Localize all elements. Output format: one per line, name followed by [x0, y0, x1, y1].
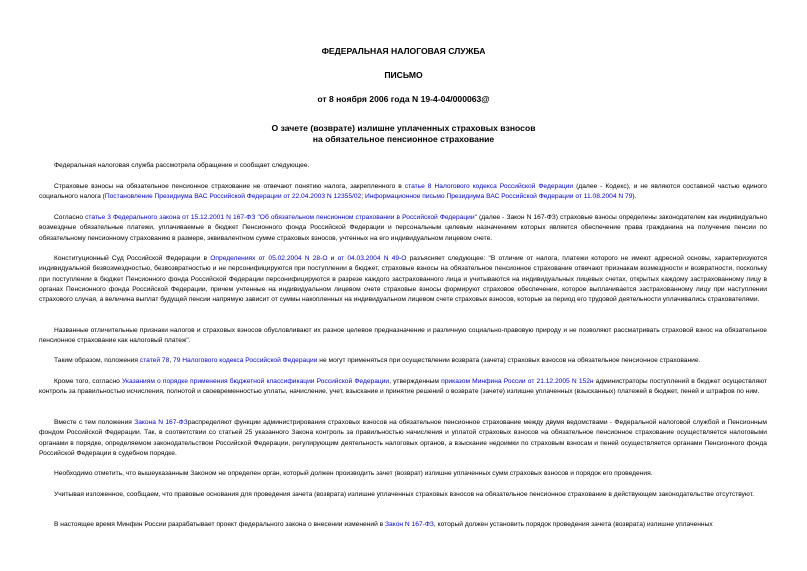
paragraph-text: , утвержденным	[389, 378, 442, 385]
budget-classification-instructions-link[interactable]: Указаниям о порядке применения бюджетной классификации Российской Федерации	[122, 378, 390, 385]
paragraph-text: (далее - Кодекс), и не являются составной частью единого социального налога (	[39, 183, 767, 201]
paragraph-text: и	[327, 255, 338, 262]
law-167fz-amendment-link[interactable]: Закон N 167-ФЗ	[385, 521, 434, 528]
paragraph-text: Страховые взносы на обязательное пенсионное страхование не отвечают понятию налога, закрепленного в	[54, 183, 405, 190]
ruling-49o-link[interactable]: от 04.03.2004 N 49-О	[337, 255, 407, 262]
document-title-line1: О зачете (возврате) излишне уплаченных страховых взносов	[271, 123, 536, 133]
paragraph-8	[39, 418, 767, 459]
paragraph-text: распределяют функции администрирования страховых взносов на обязательное пенсионное страхование между двумя ведомствами - Федеральной налоговой службой и Пенсионным фондом Российской Федерации. Так, в соответствии со статьей 25 указанного Закона контроль за правильностью начисления и уплатой страховых взносов на обязательное пенсионное страхование осуществляется налоговыми органами в порядке, определяемом законодательством Российской Федерации, регулирующим деятельность налоговых органов, а взыскание недоимки по страховым взносам и пеней осуществляется органами Пенсионного фонда Российской Федерации в судебном порядке.	[39, 419, 767, 457]
vas-info-letter-link[interactable]: Информационное письмо Президиума ВАС Российской Федерации от 11.08.2004 N 79	[364, 193, 633, 201]
paragraph-text: В настоящее время Минфин России разрабатывает проект федерального закона о внесении изменений в	[54, 521, 386, 528]
paragraph-5	[39, 326, 767, 347]
paragraph-text: Таким образом, положения	[54, 357, 140, 364]
tax-code-article-78-link[interactable]: статей 78	[139, 357, 170, 364]
paragraph-text: Необходимо отметить, что вышеуказанным Законом не определен орган, который должен производить зачет (возврат) излишне уплаченных сумм страховых взносов и порядок его проведения.	[54, 470, 653, 477]
paragraph-text: Названные отличительные признаки налогов и страховых взносов обусловливают их разное целевое предназначение и различную социально-правовую природу и не позволяют рассматривать страховой взнос на обязательное пенсионное страхование как налоговый платеж".	[39, 327, 767, 345]
paragraph-text: ).	[632, 193, 637, 201]
agency-name: ФЕДЕРАЛЬНАЯ НАЛОГОВАЯ СЛУЖБА	[321, 46, 486, 56]
paragraph-text: разъясняет следующее: "В отличие от налога, платежи которого не имеют адресной основы, характеризуются индивидуальной безвозмездностью, безвозвратностью и не персонифицируются при поступлении в бюджет, страховые взносы на обязательное пенсионное страхование отвечают признакам возмездности и возвратности, поскольку при поступлении в бюджет Пенсионного фонда Российской Федерации персонифицируются в разрезе каждого застрахованного лица и учитываются на индивидуальных лицевых счетах, открытых каждому застрахованному лицу в органах Пенсионного фонда Российской Федерации, причем учтенные на индивидуальном лицевом счете страховые взносы формируют страховое обеспечение, которое выплачивается застрахованному лицу при наступлении страхового случая, а величина выплат будущей пенсии напрямую зависит от суммы накопленных на индивидуальном лицевом счете страховых взносов, которые за период его трудовой деятельности уплачивались страхователями.	[39, 255, 768, 304]
paragraph-text: не могут применяться при осуществлении возврата (зачета) страховых взносов на обязательное пенсионное страхование.	[317, 357, 701, 364]
paragraph-text: ;	[361, 193, 365, 201]
ruling-28o-link[interactable]: Определениях от 05.02.2004 N 28-О	[210, 255, 328, 262]
paragraph-text: Согласно	[54, 214, 86, 221]
paragraph-10	[39, 490, 767, 500]
paragraph-2	[39, 182, 767, 203]
document-date-number: от 8 ноября 2006 года N 19-4-04/000063@	[317, 94, 490, 104]
tax-code-article-79-link[interactable]: 79 Налогового кодекса Российской Федерации	[173, 357, 318, 364]
paragraph-9	[39, 469, 767, 479]
law-167fz-link[interactable]: Закона N 167-ФЗ	[134, 419, 188, 426]
paragraph-text: Учитывая изложенное, сообщаем, что правовые основания для проведения зачета (возврата) излишне уплаченных страховых взносов на обязательное пенсионное страхование в действующем законодательстве отсутствуют.	[54, 491, 754, 498]
document-title-line2: на обязательное пенсионное страхование	[312, 134, 495, 144]
paragraph-text: , который должен установить порядок проведения зачета (возврата) излишне уплаченных	[433, 521, 713, 528]
paragraph-text: администраторы поступлений в бюджет осуществляют контроль за правильностью исчисления, полнотой и своевременностью уплаты, начисление, учет, взыскание и принятие решений о возврате (зачете) излишне уплаченных (взысканных) платежей в бюджет, пеней и штрафов по ним.	[39, 378, 768, 396]
paragraph-text: Конституционный Суд Российской Федерации в	[54, 255, 211, 262]
paragraph-text: Федеральная налоговая служба рассмотрела обращение и сообщает следующее.	[54, 162, 310, 169]
paragraph-3	[39, 213, 767, 244]
paragraph-text: (далее - Закон N 167-ФЗ) страховые взносы определены законодателем как индивидуально возмездные обязательные платежи, уплачиваемые в бюджет Пенсионного фонда Российской Федерации и персональным целевым назначением которых является обеспечение права гражданина на получение пенсии по обязательному пенсионному страхованию в размере, эквивалентном сумме страховых взносов, учтенных на его индивидуальном лицевом счете.	[39, 214, 768, 242]
paragraph-text: Кроме того, согласно	[54, 378, 123, 385]
paragraph-1	[39, 161, 767, 171]
paragraph-7	[39, 377, 767, 398]
minfin-order-152n-link[interactable]: приказом Минфина России от 21.12.2005 N 152н	[441, 378, 594, 385]
paragraph-text: ,	[169, 357, 174, 364]
tax-code-article-8-link[interactable]: статье 8 Налогового кодекса Российской Федерации	[404, 183, 574, 190]
paragraph-4	[39, 254, 767, 305]
law-167fz-article-3-link[interactable]: статье 3 Федерального закона от 15.12.2001 N 167-ФЗ "Об обязательном пенсионном страховании в Российской Федерации"	[85, 214, 477, 221]
paragraph-text: Вместе с тем положения	[54, 419, 135, 426]
vas-resolution-link[interactable]: Постановление Президиума ВАС Российской Федерации от 22.04.2003 N 12355/02	[104, 193, 362, 201]
paragraph-11	[39, 520, 767, 530]
document-type: ПИСЬМО	[384, 70, 423, 80]
paragraph-6	[39, 356, 767, 366]
